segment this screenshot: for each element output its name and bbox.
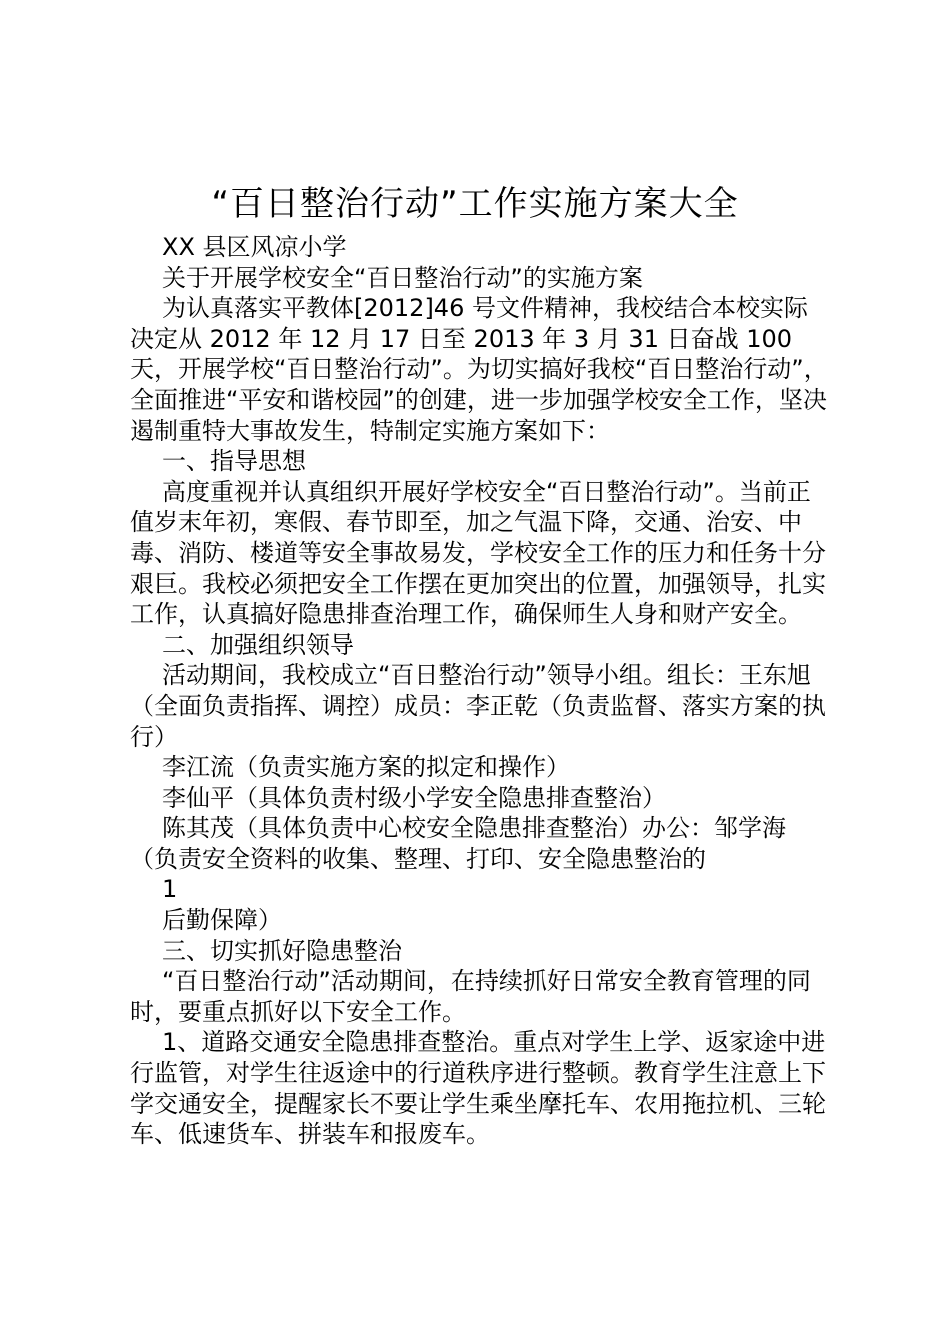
section-heading-guiding-ideology: 一、指导思想: [162, 447, 306, 476]
member-li-xianping: 李仙平（具体负责村级小学安全隐患排查整治）: [162, 783, 666, 812]
member-li-jiangliu: 李江流（负责实施方案的拟定和操作）: [162, 753, 570, 782]
organization-paragraph: 活动期间，我校成立“百日整治行动”领导小组。组长：王东旭（全面负责指挥、调控）成员：李正乾（负责监督、落实方案的执行）: [130, 661, 826, 751]
guiding-ideology-paragraph: 高度重视并认真组织开展好学校安全“百日整治行动”。当前正值岁末年初，寒假、春节即至，加之气温下降，交通、治安、中毒、消防、楼道等安全事故易发，学校安全工作的压力和任务十分艰巨。我校必须把安全工作摆在更加突出的位置，加强领导，扎实工作，认真搞好隐患排查治理工作，确保师生人身和财产安全。: [130, 477, 826, 629]
intro-paragraph: 为认真落实平教体[2012]46 号文件精神，我校结合本校实际决定从 2012 年 12 月 17 日至 2013 年 3 月 31 日奋战 100 天，开展学校“百日整治行动”。为切实搞好我校“百日整治行动”，全面推进“平安和谐校园”的创建，进一步加强学校安全工作，坚决遏制重特大事故发生，特制定实施方案如下：: [130, 294, 828, 445]
traffic-safety-paragraph: 1、道路交通安全隐患排查整治。重点对学生上学、返家途中进行监管，对学生往返途中的行道秩序进行整顿。教育学生注意上下学交通安全，提醒家长不要让学生乘坐摩托车、农用拖拉机、三轮车、低速货车、拼装车和报废车。: [130, 1028, 826, 1149]
member-chen-qimao: 陈其茂（具体负责中心校安全隐患排查整治）办公：邹学海（负责安全资料的收集、整理、打印、安全隐患整治的: [130, 814, 786, 873]
plan-subtitle: 关于开展学校安全“百日整治行动”的实施方案: [162, 263, 643, 292]
logistics-line: 后勤保障）: [162, 906, 282, 935]
document-title: “百日整治行动”工作实施方案大全: [211, 184, 739, 224]
section-heading-organization: 二、加强组织领导: [162, 630, 354, 659]
page-number: 1: [162, 875, 178, 904]
document-body: [130, 232, 830, 1150]
school-name-line: XX 县区风凉小学: [162, 233, 347, 261]
hazard-rectification-paragraph: “百日整治行动”活动期间，在持续抓好日常安全教育管理的同时，要重点抓好以下安全工作。: [130, 967, 811, 1026]
section-heading-hazard-rectification: 三、切实抓好隐患整治: [162, 936, 402, 965]
